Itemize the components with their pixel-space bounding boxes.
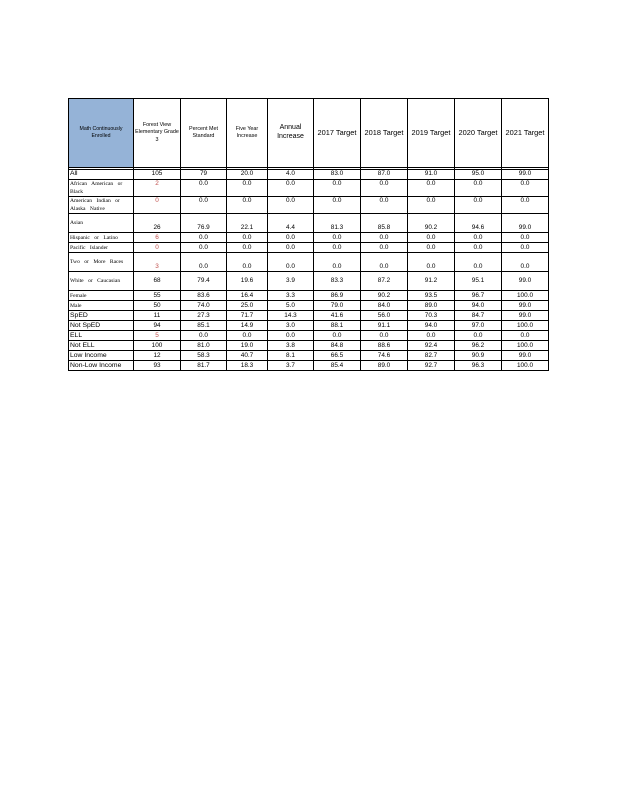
table-row bbox=[69, 361, 549, 371]
value-cell: 99.0 bbox=[502, 170, 549, 180]
value-cell: 90.9 bbox=[455, 351, 502, 361]
value-cell: 85.1 bbox=[181, 321, 227, 331]
row-label: Pacific Islander bbox=[69, 243, 134, 253]
value-cell: 88.1 bbox=[314, 321, 361, 331]
value-cell: 3.7 bbox=[268, 361, 314, 371]
value-cell: 22.1 bbox=[227, 214, 268, 233]
value-cell: 40.7 bbox=[227, 351, 268, 361]
value-cell: 0.0 bbox=[408, 197, 455, 214]
value-cell: 0.0 bbox=[502, 233, 549, 243]
header-row bbox=[69, 99, 549, 168]
value-cell: 3.3 bbox=[268, 291, 314, 301]
table-row bbox=[69, 243, 549, 253]
value-cell: 99.0 bbox=[502, 272, 549, 291]
header-group-label: Math Continuously Enrolled bbox=[69, 99, 134, 168]
value-cell: 74.6 bbox=[361, 351, 408, 361]
row-label: Low Income bbox=[69, 351, 134, 361]
value-cell: 0.0 bbox=[314, 233, 361, 243]
student-count-cell: 6 bbox=[134, 233, 181, 243]
table-row bbox=[69, 253, 549, 272]
value-cell: 0.0 bbox=[361, 331, 408, 341]
value-cell: 94.0 bbox=[408, 321, 455, 331]
value-cell: 83.6 bbox=[181, 291, 227, 301]
header-2018-target: 2018 Target bbox=[361, 99, 408, 168]
value-cell: 19.0 bbox=[227, 341, 268, 351]
row-label: Female bbox=[69, 291, 134, 301]
row-label: All bbox=[69, 170, 134, 180]
value-cell: 0.0 bbox=[268, 180, 314, 197]
value-cell: 95.0 bbox=[455, 170, 502, 180]
value-cell: 0.0 bbox=[227, 253, 268, 272]
value-cell: 0.0 bbox=[181, 233, 227, 243]
table-row bbox=[69, 311, 549, 321]
value-cell: 84.8 bbox=[314, 341, 361, 351]
value-cell: 76.9 bbox=[181, 214, 227, 233]
header-2017-target: 2017 Target bbox=[314, 99, 361, 168]
value-cell: 0.0 bbox=[502, 180, 549, 197]
value-cell: 99.0 bbox=[502, 214, 549, 233]
value-cell: 83.0 bbox=[314, 170, 361, 180]
value-cell: 91.0 bbox=[408, 170, 455, 180]
value-cell: 0.0 bbox=[361, 180, 408, 197]
value-cell: 0.0 bbox=[314, 180, 361, 197]
student-count-cell: 105 bbox=[134, 170, 181, 180]
value-cell: 0.0 bbox=[227, 180, 268, 197]
value-cell: 0.0 bbox=[455, 243, 502, 253]
value-cell: 0.0 bbox=[181, 197, 227, 214]
table-row bbox=[69, 341, 549, 351]
value-cell: 0.0 bbox=[455, 233, 502, 243]
value-cell: 70.3 bbox=[408, 311, 455, 321]
value-cell: 0.0 bbox=[314, 197, 361, 214]
table-row bbox=[69, 272, 549, 291]
value-cell: 81.7 bbox=[181, 361, 227, 371]
value-cell: 0.0 bbox=[408, 180, 455, 197]
value-cell: 96.7 bbox=[455, 291, 502, 301]
row-label: African American or Black bbox=[69, 180, 134, 197]
student-count-cell: 94 bbox=[134, 321, 181, 331]
value-cell: 27.3 bbox=[181, 311, 227, 321]
table-row bbox=[69, 301, 549, 311]
row-label: Two or More Races bbox=[69, 253, 134, 272]
row-label: Not ELL bbox=[69, 341, 134, 351]
student-count-cell: 3 bbox=[134, 253, 181, 272]
row-label: Asian bbox=[69, 214, 134, 233]
value-cell: 0.0 bbox=[268, 243, 314, 253]
student-count-cell: 55 bbox=[134, 291, 181, 301]
value-cell: 79 bbox=[181, 170, 227, 180]
table-body bbox=[69, 170, 549, 371]
value-cell: 0.0 bbox=[502, 331, 549, 341]
value-cell: 93.5 bbox=[408, 291, 455, 301]
value-cell: 91.1 bbox=[361, 321, 408, 331]
value-cell: 0.0 bbox=[181, 253, 227, 272]
value-cell: 92.4 bbox=[408, 341, 455, 351]
value-cell: 71.7 bbox=[227, 311, 268, 321]
value-cell: 100.0 bbox=[502, 341, 549, 351]
value-cell: 58.3 bbox=[181, 351, 227, 361]
row-label: ELL bbox=[69, 331, 134, 341]
row-label: American Indian or Alaska Native bbox=[69, 197, 134, 214]
value-cell: 89.0 bbox=[361, 361, 408, 371]
row-label: White or Caucasian bbox=[69, 272, 134, 291]
value-cell: 56.0 bbox=[361, 311, 408, 321]
value-cell: 90.2 bbox=[361, 291, 408, 301]
value-cell: 96.2 bbox=[455, 341, 502, 351]
row-label: Male bbox=[69, 301, 134, 311]
value-cell: 87.0 bbox=[361, 170, 408, 180]
value-cell: 96.3 bbox=[455, 361, 502, 371]
value-cell: 84.7 bbox=[455, 311, 502, 321]
value-cell: 0.0 bbox=[455, 180, 502, 197]
value-cell: 81.0 bbox=[181, 341, 227, 351]
value-cell: 0.0 bbox=[268, 233, 314, 243]
value-cell: 0.0 bbox=[455, 253, 502, 272]
value-cell: 84.0 bbox=[361, 301, 408, 311]
value-cell: 5.0 bbox=[268, 301, 314, 311]
value-cell: 3.0 bbox=[268, 321, 314, 331]
value-cell: 83.3 bbox=[314, 272, 361, 291]
value-cell: 0.0 bbox=[181, 331, 227, 341]
header-2020-target: 2020 Target bbox=[455, 99, 502, 168]
table-row bbox=[69, 321, 549, 331]
value-cell: 8.1 bbox=[268, 351, 314, 361]
value-cell: 74.0 bbox=[181, 301, 227, 311]
table-row bbox=[69, 291, 549, 301]
value-cell: 0.0 bbox=[361, 233, 408, 243]
value-cell: 0.0 bbox=[268, 331, 314, 341]
row-label: Hispanic or Latino bbox=[69, 233, 134, 243]
value-cell: 18.3 bbox=[227, 361, 268, 371]
value-cell: 94.6 bbox=[455, 214, 502, 233]
value-cell: 0.0 bbox=[502, 253, 549, 272]
value-cell: 0.0 bbox=[227, 233, 268, 243]
value-cell: 4.0 bbox=[268, 170, 314, 180]
value-cell: 99.0 bbox=[502, 301, 549, 311]
value-cell: 97.0 bbox=[455, 321, 502, 331]
student-count-cell: 50 bbox=[134, 301, 181, 311]
student-count-cell: 11 bbox=[134, 311, 181, 321]
value-cell: 99.0 bbox=[502, 311, 549, 321]
value-cell: 0.0 bbox=[408, 331, 455, 341]
student-count-cell: 0 bbox=[134, 197, 181, 214]
student-count-cell: 5 bbox=[134, 331, 181, 341]
value-cell: 85.4 bbox=[314, 361, 361, 371]
header-school-grade: Forest View Elementary Grade 3 bbox=[134, 99, 181, 168]
value-cell: 0.0 bbox=[181, 243, 227, 253]
value-cell: 81.3 bbox=[314, 214, 361, 233]
student-count-cell: 0 bbox=[134, 243, 181, 253]
value-cell: 0.0 bbox=[227, 331, 268, 341]
student-count-cell: 100 bbox=[134, 341, 181, 351]
value-cell: 25.0 bbox=[227, 301, 268, 311]
value-cell: 14.9 bbox=[227, 321, 268, 331]
value-cell: 100.0 bbox=[502, 321, 549, 331]
value-cell: 0.0 bbox=[314, 243, 361, 253]
value-cell: 99.0 bbox=[502, 351, 549, 361]
value-cell: 0.0 bbox=[268, 253, 314, 272]
value-cell: 14.3 bbox=[268, 311, 314, 321]
value-cell: 87.2 bbox=[361, 272, 408, 291]
value-cell: 86.9 bbox=[314, 291, 361, 301]
value-cell: 0.0 bbox=[314, 331, 361, 341]
value-cell: 0.0 bbox=[455, 197, 502, 214]
header-percent-met: Percent Met Standard bbox=[181, 99, 227, 168]
value-cell: 91.2 bbox=[408, 272, 455, 291]
value-cell: 88.6 bbox=[361, 341, 408, 351]
header-annual-increase: Annual Increase bbox=[268, 99, 314, 168]
value-cell: 90.2 bbox=[408, 214, 455, 233]
row-label: Non-Low Income bbox=[69, 361, 134, 371]
value-cell: 100.0 bbox=[502, 361, 549, 371]
header-2019-target: 2019 Target bbox=[408, 99, 455, 168]
row-label: Not SpED bbox=[69, 321, 134, 331]
value-cell: 79.0 bbox=[314, 301, 361, 311]
value-cell: 0.0 bbox=[361, 197, 408, 214]
row-label: SpED bbox=[69, 311, 134, 321]
value-cell: 0.0 bbox=[361, 253, 408, 272]
student-count-cell: 2 bbox=[134, 180, 181, 197]
value-cell: 85.8 bbox=[361, 214, 408, 233]
value-cell: 82.7 bbox=[408, 351, 455, 361]
table-row bbox=[69, 197, 549, 214]
value-cell: 0.0 bbox=[408, 253, 455, 272]
value-cell: 79.4 bbox=[181, 272, 227, 291]
value-cell: 0.0 bbox=[361, 243, 408, 253]
value-cell: 0.0 bbox=[314, 253, 361, 272]
value-cell: 95.1 bbox=[455, 272, 502, 291]
value-cell: 20.0 bbox=[227, 170, 268, 180]
value-cell: 0.0 bbox=[408, 243, 455, 253]
table-row bbox=[69, 214, 549, 233]
value-cell: 41.6 bbox=[314, 311, 361, 321]
value-cell: 0.0 bbox=[502, 197, 549, 214]
header-2021-target: 2021 Target bbox=[502, 99, 549, 168]
value-cell: 0.0 bbox=[227, 243, 268, 253]
value-cell: 16.4 bbox=[227, 291, 268, 301]
table-row bbox=[69, 180, 549, 197]
math-targets-table bbox=[68, 98, 549, 371]
value-cell: 0.0 bbox=[455, 331, 502, 341]
student-count-cell: 12 bbox=[134, 351, 181, 361]
value-cell: 19.6 bbox=[227, 272, 268, 291]
value-cell: 92.7 bbox=[408, 361, 455, 371]
value-cell: 100.0 bbox=[502, 291, 549, 301]
table-row bbox=[69, 233, 549, 243]
value-cell: 0.0 bbox=[181, 180, 227, 197]
value-cell: 3.8 bbox=[268, 341, 314, 351]
value-cell: 0.0 bbox=[227, 197, 268, 214]
value-cell: 0.0 bbox=[502, 243, 549, 253]
value-cell: 4.4 bbox=[268, 214, 314, 233]
value-cell: 89.0 bbox=[408, 301, 455, 311]
student-count-cell: 68 bbox=[134, 272, 181, 291]
value-cell: 3.9 bbox=[268, 272, 314, 291]
value-cell: 94.0 bbox=[455, 301, 502, 311]
value-cell: 0.0 bbox=[408, 233, 455, 243]
header-five-year-increase: Five Year Increase bbox=[227, 99, 268, 168]
value-cell: 66.5 bbox=[314, 351, 361, 361]
table-row bbox=[69, 351, 549, 361]
table-row bbox=[69, 170, 549, 180]
student-count-cell: 26 bbox=[134, 214, 181, 233]
value-cell: 0.0 bbox=[268, 197, 314, 214]
student-count-cell: 93 bbox=[134, 361, 181, 371]
table-row bbox=[69, 331, 549, 341]
